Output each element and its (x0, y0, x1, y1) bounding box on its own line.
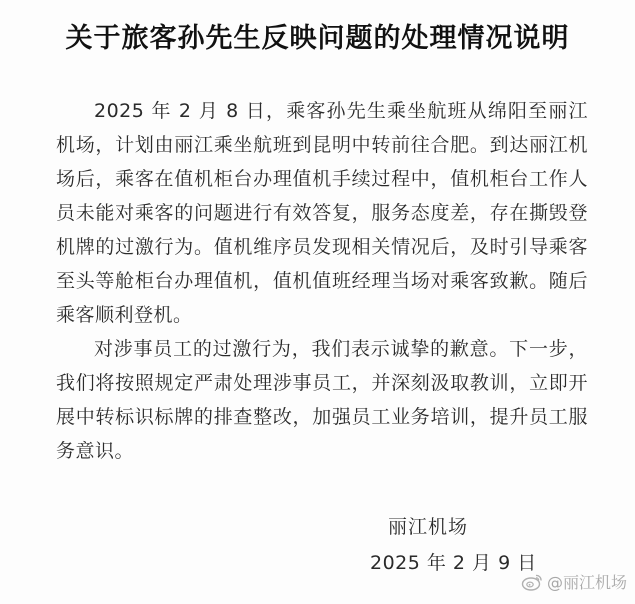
paragraph-1: 2025 年 2 月 8 日，乘客孙先生乘坐航班从绵阳至丽江机场，计划由丽江乘坐航班到昆明中转前往合肥。到达丽江机场后，乘客在值机柜台办理值机手续过程中，值机柜台工作人员未能对乘客的问题进行有效答复，服务态度差，存在撕毁登机牌的过激行为。值机维序员发现相关情况后，及时引导乘客至头等舱柜台办理值机，值机值班经理当场对乘客致歉。随后乘客顺利登机。 (56, 100, 588, 326)
paragraph-2: 对涉事员工的过激行为，我们表示诚挚的歉意。下一步，我们将按照规定严肃处理涉事员工，并深刻汲取教训，立即开展中转标识标牌的排查整改，加强员工业务培训，提升员工服务意识。 (56, 338, 588, 462)
document-title: 关于旅客孙先生反映问题的处理情况说明 (65, 23, 570, 54)
document-body (56, 94, 588, 468)
signature-date: 2025 年 2 月 9 日 (370, 552, 537, 574)
watermark-text: @丽江机场 (546, 573, 627, 592)
weibo-icon (521, 573, 543, 591)
weibo-watermark (521, 570, 627, 593)
signature-org: 丽江机场 (388, 516, 469, 538)
